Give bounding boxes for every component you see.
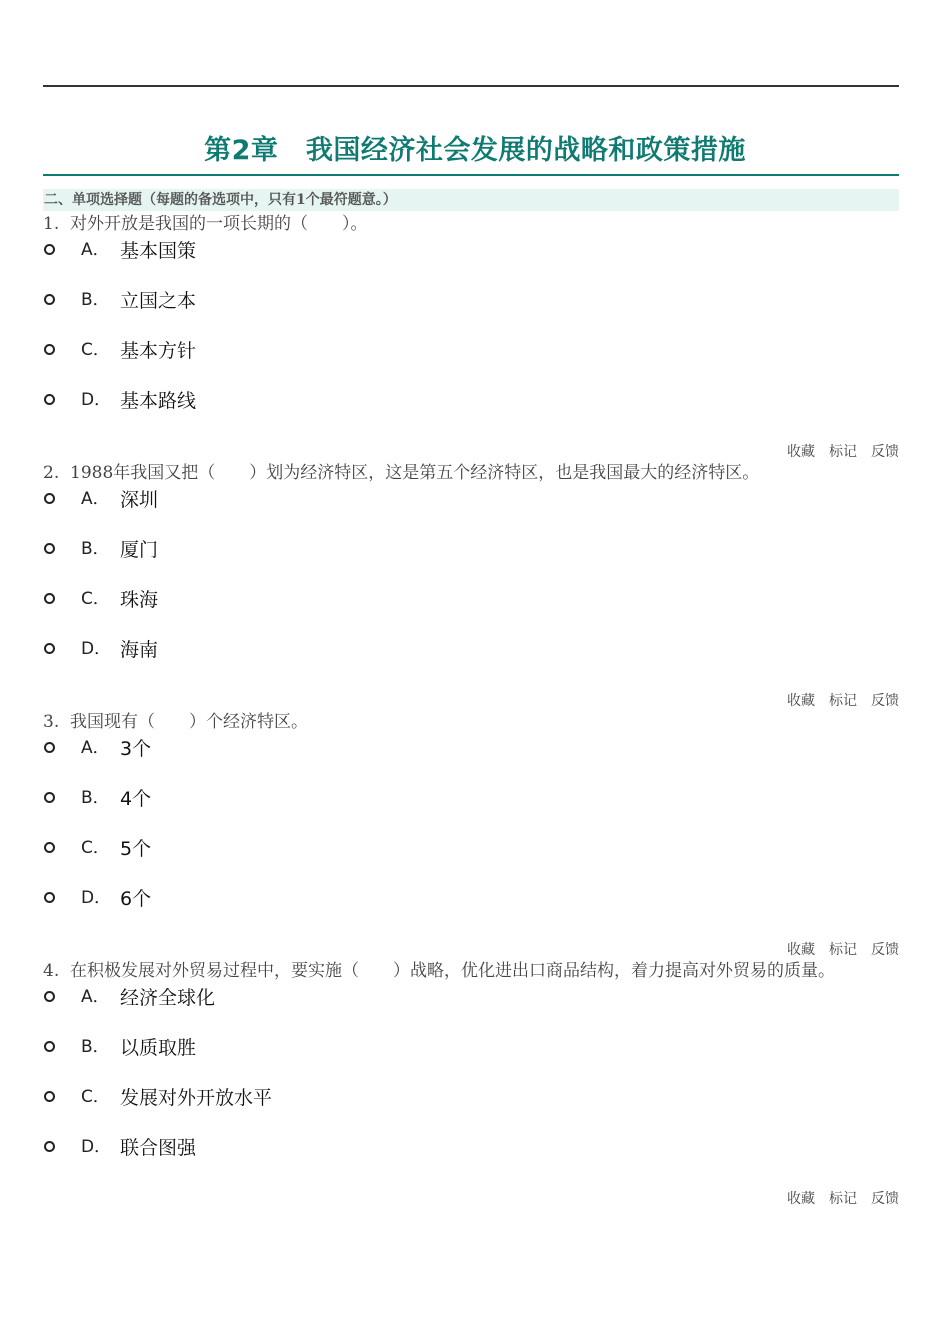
option-letter: D． (81, 1137, 112, 1157)
favorite-button[interactable]: 收藏 (787, 1191, 815, 1207)
feedback-button[interactable]: 反馈 (871, 444, 899, 460)
header-rule (43, 85, 899, 87)
option-text: 基本方针 (120, 340, 197, 362)
option-text: 海南 (120, 639, 159, 661)
mark-button[interactable]: 标记 (829, 444, 857, 460)
question-text: 2. 1988年我国又把（ ）划为经济特区，这是第五个经济特区，也是我国最大的经济特区。 (43, 463, 760, 483)
option-text: 经济全球化 (120, 987, 216, 1009)
option-text: 联合图强 (120, 1137, 197, 1159)
radio-button[interactable] (44, 394, 55, 405)
radio-button[interactable] (44, 643, 55, 654)
option-letter: D． (81, 888, 112, 908)
radio-button[interactable] (44, 742, 55, 753)
feedback-button[interactable]: 反馈 (871, 942, 899, 958)
radio-button[interactable] (44, 543, 55, 554)
radio-button[interactable] (44, 344, 55, 355)
option-text: 以质取胜 (120, 1037, 197, 1059)
mark-button[interactable]: 标记 (829, 942, 857, 958)
option-letter: B． (81, 290, 110, 310)
radio-button[interactable] (44, 792, 55, 803)
option-letter: A． (81, 987, 110, 1007)
answer-option[interactable] (43, 736, 443, 762)
option-letter: A． (81, 240, 110, 260)
chapter-title: 第2章 我国经济社会发展的战略和政策措施 (204, 135, 746, 166)
radio-button[interactable] (44, 1041, 55, 1052)
answer-option[interactable] (43, 587, 443, 613)
answer-option[interactable] (43, 786, 443, 812)
option-text: 4个 (120, 788, 152, 810)
feedback-button[interactable]: 反馈 (871, 1191, 899, 1207)
answer-option[interactable] (43, 886, 443, 912)
option-letter: C． (81, 589, 110, 609)
option-letter: B． (81, 539, 110, 559)
radio-button[interactable] (44, 593, 55, 604)
option-letter: D． (81, 639, 112, 659)
radio-button[interactable] (44, 493, 55, 504)
radio-button[interactable] (44, 244, 55, 255)
title-rule (43, 174, 899, 176)
answer-option[interactable] (43, 1035, 443, 1061)
option-text: 深圳 (120, 489, 159, 511)
option-letter: A． (81, 489, 110, 509)
radio-button[interactable] (44, 842, 55, 853)
option-text: 发展对外开放水平 (120, 1087, 273, 1109)
favorite-button[interactable]: 收藏 (787, 942, 815, 958)
option-text: 基本路线 (120, 390, 197, 412)
option-letter: B． (81, 1037, 110, 1057)
option-letter: A． (81, 738, 110, 758)
question-block (43, 711, 903, 956)
question-text: 3. 我国现有（ ）个经济特区。 (43, 712, 309, 732)
radio-button[interactable] (44, 892, 55, 903)
answer-option[interactable] (43, 985, 443, 1011)
option-text: 6个 (120, 888, 152, 910)
answer-option[interactable] (43, 288, 443, 314)
answer-option[interactable] (43, 537, 443, 563)
question-text: 4. 在积极发展对外贸易过程中，要实施（ ）战略，优化进出口商品结构，着力提高对外贸易的质量。 (43, 961, 836, 981)
section-heading: 二、单项选择题（每题的备选项中，只有1个最符题意。） (43, 189, 899, 211)
question-actions (773, 1188, 899, 1208)
answer-option[interactable] (43, 1085, 443, 1111)
option-text: 3个 (120, 738, 152, 760)
mark-button[interactable]: 标记 (829, 1191, 857, 1207)
option-letter: B． (81, 788, 110, 808)
question-block (43, 462, 903, 707)
radio-button[interactable] (44, 1091, 55, 1102)
mark-button[interactable]: 标记 (829, 693, 857, 709)
answer-option[interactable] (43, 388, 443, 414)
option-text: 5个 (120, 838, 152, 860)
option-letter: C． (81, 1087, 110, 1107)
question-block (43, 960, 903, 1205)
question-actions (773, 939, 899, 959)
answer-option[interactable] (43, 637, 443, 663)
answer-option[interactable] (43, 836, 443, 862)
radio-button[interactable] (44, 1141, 55, 1152)
radio-button[interactable] (44, 991, 55, 1002)
option-letter: C． (81, 340, 110, 360)
favorite-button[interactable]: 收藏 (787, 693, 815, 709)
question-text: 1. 对外开放是我国的一项长期的（ ）。 (43, 214, 368, 234)
option-letter: C． (81, 838, 110, 858)
answer-option[interactable] (43, 487, 443, 513)
feedback-button[interactable]: 反馈 (871, 693, 899, 709)
answer-option[interactable] (43, 338, 443, 364)
answer-option[interactable] (43, 238, 443, 264)
answer-option[interactable] (43, 1135, 443, 1161)
option-text: 厦门 (120, 539, 159, 561)
option-text: 珠海 (120, 589, 159, 611)
question-block (43, 213, 903, 458)
radio-button[interactable] (44, 294, 55, 305)
option-text: 基本国策 (120, 240, 197, 262)
option-letter: D． (81, 390, 112, 410)
question-actions (773, 441, 899, 461)
question-actions (773, 690, 899, 710)
favorite-button[interactable]: 收藏 (787, 444, 815, 460)
option-text: 立国之本 (120, 290, 197, 312)
